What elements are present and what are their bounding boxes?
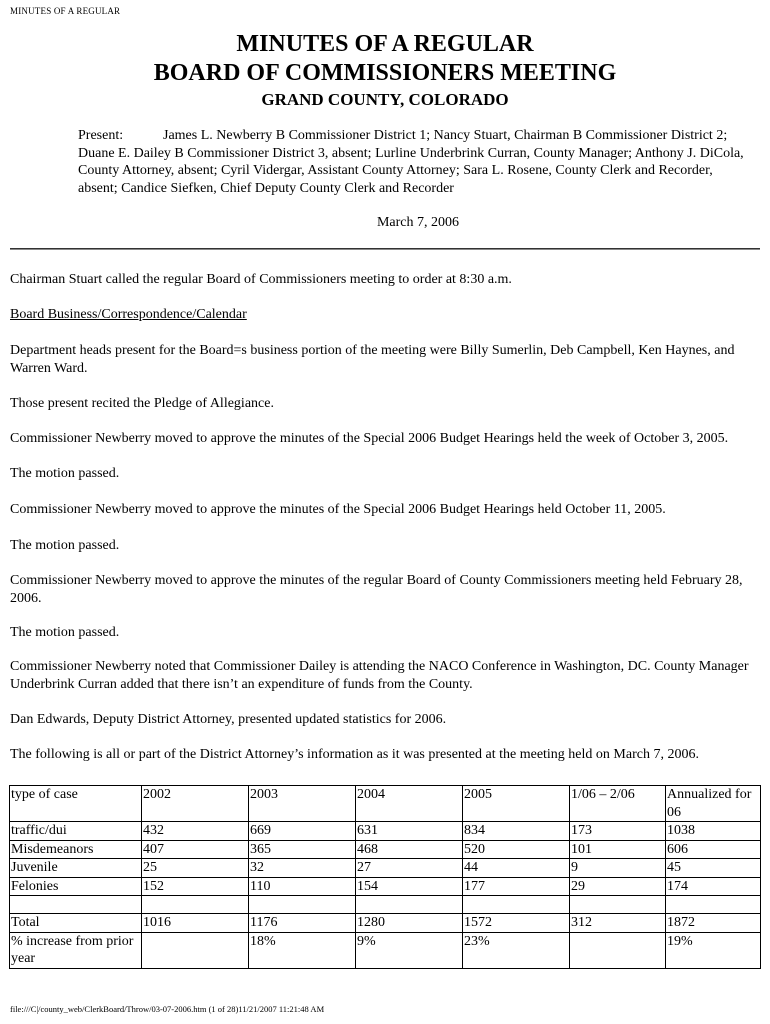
table-cell: 1038 [666, 822, 761, 841]
table-cell: 432 [142, 822, 249, 841]
table-cell: 152 [142, 877, 249, 896]
attendance-block [78, 127, 753, 197]
paragraph-motion-passed-1: The motion passed. [10, 466, 120, 481]
table-row [10, 840, 761, 859]
table-cell: 174 [666, 877, 761, 896]
table-cell: Felonies [10, 877, 142, 896]
table-header-cell: 2002 [142, 786, 249, 822]
table-cell: 669 [249, 822, 356, 841]
table-cell: 44 [463, 859, 570, 878]
table-cell: Total [10, 914, 142, 933]
paragraph-motion-3: Commissioner Newberry moved to approve the minutes of the regular Board of County Commissioners meeting held February 28, 2006. [10, 573, 743, 606]
table-cell: % increase from prior year [10, 932, 142, 968]
running-header: MINUTES OF A REGULAR [10, 6, 121, 16]
table-row [10, 914, 761, 933]
table-cell [142, 932, 249, 968]
table-header-cell: 2004 [356, 786, 463, 822]
table-cell: 177 [463, 877, 570, 896]
meeting-date: March 7, 2006 [376, 215, 460, 230]
table-header-row [10, 786, 761, 822]
horizontal-divider [10, 248, 760, 250]
table-cell: 23% [463, 932, 570, 968]
table-cell: 110 [249, 877, 356, 896]
section-heading: Board Business/Correspondence/Calendar [10, 307, 247, 322]
table-cell: 631 [356, 822, 463, 841]
paragraph-department-heads: Department heads present for the Board=s business portion of the meeting were Billy Sumerlin, Deb Campbell, Ken Haynes, and Warren Ward. [10, 343, 735, 376]
table-cell: 407 [142, 840, 249, 859]
table-cell: 45 [666, 859, 761, 878]
table-cell [463, 896, 570, 914]
table-cell: 1572 [463, 914, 570, 933]
table-cell: 25 [142, 859, 249, 878]
case-statistics-table [9, 785, 761, 969]
table-row [10, 877, 761, 896]
paragraph-call-to-order: Chairman Stuart called the regular Board of Commissioners meeting to order at 8:30 a.m. [10, 272, 512, 287]
table-cell: 365 [249, 840, 356, 859]
table-cell: Juvenile [10, 859, 142, 878]
table-row [10, 859, 761, 878]
table-cell: 9 [570, 859, 666, 878]
page-footer: file:///C|/county_web/ClerkBoard/Throw/03-07-2006.htm (1 of 28)11/21/2007 11:21:48 AM [10, 1004, 325, 1014]
present-label: Present: [78, 128, 124, 143]
table-cell: 1176 [249, 914, 356, 933]
table-cell: 1872 [666, 914, 761, 933]
table-cell: 312 [570, 914, 666, 933]
table-cell: 27 [356, 859, 463, 878]
table-cell: 9% [356, 932, 463, 968]
table-cell: 606 [666, 840, 761, 859]
table-cell: traffic/dui [10, 822, 142, 841]
table-cell: 173 [570, 822, 666, 841]
table-row [10, 932, 761, 968]
table-row [10, 896, 761, 914]
table-cell [570, 896, 666, 914]
table-cell: 18% [249, 932, 356, 968]
table-cell [10, 896, 142, 914]
paragraph-da-intro: The following is all or part of the District Attorney’s information as it was presented at the meeting held on March 7, 2006. [10, 747, 699, 762]
table-header-cell: 2003 [249, 786, 356, 822]
table-cell: 101 [570, 840, 666, 859]
table-cell: 834 [463, 822, 570, 841]
table-row [10, 822, 761, 841]
table-cell: 154 [356, 877, 463, 896]
document-title-line2: BOARD OF COMMISSIONERS MEETING [153, 60, 617, 86]
table-header-cell: 1/06 – 2/06 [570, 786, 666, 822]
paragraph-motion-passed-3: The motion passed. [10, 625, 120, 640]
paragraph-da-statistics: Dan Edwards, Deputy District Attorney, presented updated statistics for 2006. [10, 712, 447, 727]
present-text: James L. Newberry B Commissioner District 1; Nancy Stuart, Chairman B Commissioner District 2; Duane E. Dailey B Commissioner District 3, absent; Lurline Underbrink Curran, County Manager; Anthony J. DiCola, County Attorney, absent; Cyril Vidergar, Assistant County Attorney; Sara L. Rosene, County Clerk and Recorder, absent; Candice Siefken, Chief Deputy County Clerk and Recorder [78, 128, 744, 196]
paragraph-motion-2: Commissioner Newberry moved to approve the minutes of the Special 2006 Budget Hearings held October 11, 2005. [10, 502, 666, 517]
table-cell: 1016 [142, 914, 249, 933]
table-cell: 32 [249, 859, 356, 878]
table-header-cell: type of case [10, 786, 142, 822]
table-cell: 468 [356, 840, 463, 859]
document-title-line3: GRAND COUNTY, COLORADO [261, 90, 509, 109]
table-cell [666, 896, 761, 914]
table-cell: Misdemeanors [10, 840, 142, 859]
table-cell [570, 932, 666, 968]
paragraph-motion-1: Commissioner Newberry moved to approve the minutes of the Special 2006 Budget Hearings held the week of October 3, 2005. [10, 431, 729, 446]
paragraph-motion-passed-2: The motion passed. [10, 538, 120, 553]
table-cell: 19% [666, 932, 761, 968]
table-cell [356, 896, 463, 914]
paragraph-naco-note: Commissioner Newberry noted that Commissioner Dailey is attending the NACO Conference in Washington, DC. County Manager Underbrink Curran added that there isn’t an expenditure of funds from the County. [10, 659, 749, 692]
table-cell: 29 [570, 877, 666, 896]
document-title-line1: MINUTES OF A REGULAR [236, 31, 534, 57]
table-header-cell: 2005 [463, 786, 570, 822]
table-cell: 520 [463, 840, 570, 859]
table-cell [142, 896, 249, 914]
table-cell: 1280 [356, 914, 463, 933]
table-cell [249, 896, 356, 914]
paragraph-pledge: Those present recited the Pledge of Allegiance. [10, 396, 274, 411]
table-header-cell: Annualized for 06 [666, 786, 761, 822]
